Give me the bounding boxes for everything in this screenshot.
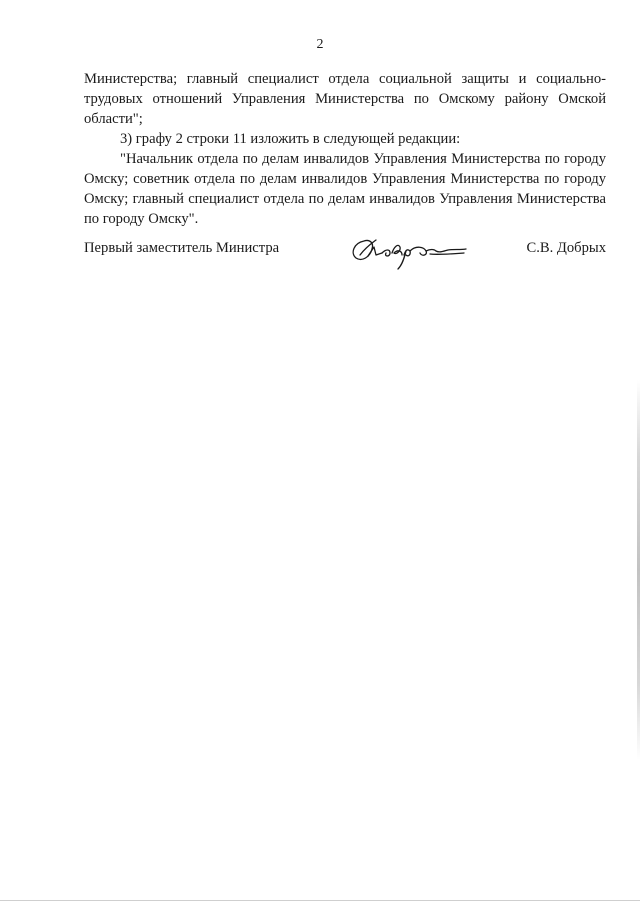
- document-body: [84, 69, 606, 229]
- paragraph-quoted-text: "Начальник отдела по делам инвалидов Управления Министерства по городу Омску; советник отдела по делам инвалидов Управления Министерства по городу Омску; главный специалист отдела по делам инвалидов Управления Министерства по городу Омску".: [84, 151, 606, 227]
- scan-bottom-edge: [0, 900, 640, 901]
- signer-title: Первый заместитель Министра: [84, 240, 280, 256]
- page-number: 2: [316, 37, 324, 52]
- paragraph-item-3: 3) графу 2 строки 11 изложить в следующей редакции:: [120, 131, 461, 147]
- signature-block: [84, 231, 606, 271]
- signer-name: С.В. Добрых: [526, 240, 606, 256]
- handwritten-signature: [346, 231, 476, 271]
- paragraph-continuation: Министерства; главный специалист отдела социальной защиты и социально-трудовых отношений Управления Министерства по Омскому району Омской области";: [84, 71, 606, 127]
